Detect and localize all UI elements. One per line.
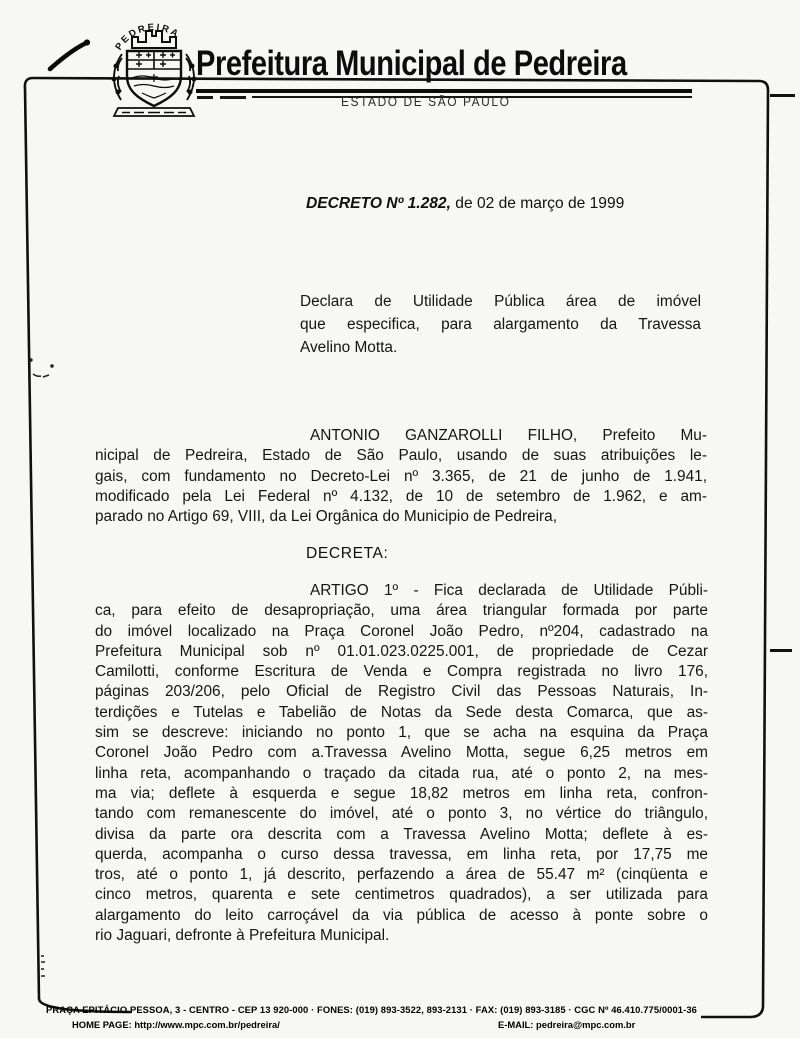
margin-dash-header	[770, 94, 795, 97]
text-line: Camilotti, conforme Escritura de Venda e Compra registrada no livro 176,	[95, 663, 708, 681]
text-line: terdições e Tutelas e Tabelião de Notas da Sede desta Comarca, que as-	[95, 703, 708, 721]
coat-of-arms	[98, 16, 210, 122]
text-line: Declara de Utilidade Pública área de imóvel	[300, 293, 701, 310]
decree-number: DECRETO Nº 1.282,	[306, 195, 451, 212]
pen-stroke-mark	[50, 43, 86, 69]
text-line: modificado pela Lei Federal nº 4.132, de 10 de setembro de 1.962, e am-	[95, 487, 707, 505]
crest-arc-text: PEDREIRA	[113, 22, 182, 53]
decree-heading	[306, 195, 624, 213]
decree-summary	[300, 290, 701, 359]
text-line: tros, até o ponto 1, já descrito, perfazendo a área de 55.47 m² (cinqüenta e	[95, 866, 708, 884]
text-line: alargamento do leito carroçável da via pública de acesso à ponte sobre o	[95, 906, 708, 924]
border-noise	[41, 956, 45, 976]
footer-email: E-MAIL: pedreira@mpc.com.br	[498, 1019, 636, 1030]
text-line: sim se descreve: iniciando no ponto 1, que se acha na esquina da Praça	[95, 724, 708, 742]
text-line: linha reta, acompanhando o traçado da citada rua, até o ponto 2, na mes-	[95, 764, 708, 782]
text-line: Coronel João Pedro com a.Travessa Avelino Motta, segue 6,25 metros em	[95, 744, 708, 762]
text-line: tando com remanescente do imóvel, até o ponto 3, no vértice do triângulo,	[95, 805, 708, 823]
decreta-label: DECRETA:	[306, 545, 389, 562]
text-line: ARTIGO 1º - Fica declarada de Utilidade Públi-	[310, 582, 708, 599]
text-line: que especifica, para alargamento da Travessa	[300, 316, 701, 333]
letterhead-subtitle: ESTADO DE SÃO PAULO	[341, 95, 511, 109]
letterhead-title: Prefeitura Municipal de Pedreira	[196, 44, 627, 83]
text-line: páginas 203/206, pelo Oficial de Registro Civil das Pessoas Naturais, In-	[95, 683, 708, 701]
decree-date: de 02 de março de 1999	[450, 195, 625, 212]
text-line: gais, com fundamento no Decreto-Lei nº 3.365, de 21 de junho de 1.941,	[95, 467, 707, 485]
margin-smudge	[30, 359, 54, 377]
text-line: ANTONIO GANZAROLLI FILHO, Prefeito Mu-	[310, 427, 707, 444]
text-line: divisa da parte ora descrita com a Travessa Avelino Motta; deflete à es-	[95, 825, 708, 843]
footer-homepage: HOME PAGE: http://www.mpc.com.br/pedreira/	[72, 1019, 280, 1030]
text-line: rio Jaguari, defronte à Prefeitura Municipal.	[95, 927, 390, 945]
crest-shield	[127, 51, 181, 106]
pen-stroke-tip	[84, 39, 90, 45]
text-line: querda, acompanha o curso dessa travessa, em linha reta, por 17,75 me	[95, 845, 708, 863]
text-line: ca, para efeito de desapropriação, uma área triangular formada por parte	[95, 602, 708, 620]
decree-preamble	[95, 426, 707, 527]
text-line: nicipal de Pedreira, Estado de São Paulo, usando de suas atribuições le-	[95, 447, 707, 465]
title-underline	[196, 89, 692, 93]
title-underline-dash	[197, 96, 213, 99]
text-line: Prefeitura Municipal sob nº 01.01.023.0225.001, de propriedade de Cezar	[95, 642, 708, 660]
text-line: do imóvel localizado na Praça Coronel João Pedro, nº204, cadastrado na	[95, 622, 708, 640]
text-line: Avelino Motta.	[300, 339, 398, 356]
decree-article-1	[95, 581, 708, 946]
text-line: ma via; deflete à esquerda e segue 18,82 metros em linha reta, confron-	[95, 784, 708, 802]
text-line: parado no Artigo 69, VIII, da Lei Orgânica do Municipio de Pedreira,	[95, 508, 558, 526]
footer-address: PRAÇA EPITÁCIO PESSOA, 3 - CENTRO - CEP 13 920-000 · FONES: (019) 893-3522, 893-2131 · FAX: (019) 893-3185 · CGC Nº 46.410.775/0001-36	[46, 1004, 697, 1015]
margin-dash-mid	[770, 649, 792, 652]
crest-banner	[114, 108, 194, 116]
text-line: cinco metros, quarenta e sete centimetros quadrados), a ser utilizada para	[95, 886, 708, 904]
title-underline-dash	[220, 96, 246, 99]
